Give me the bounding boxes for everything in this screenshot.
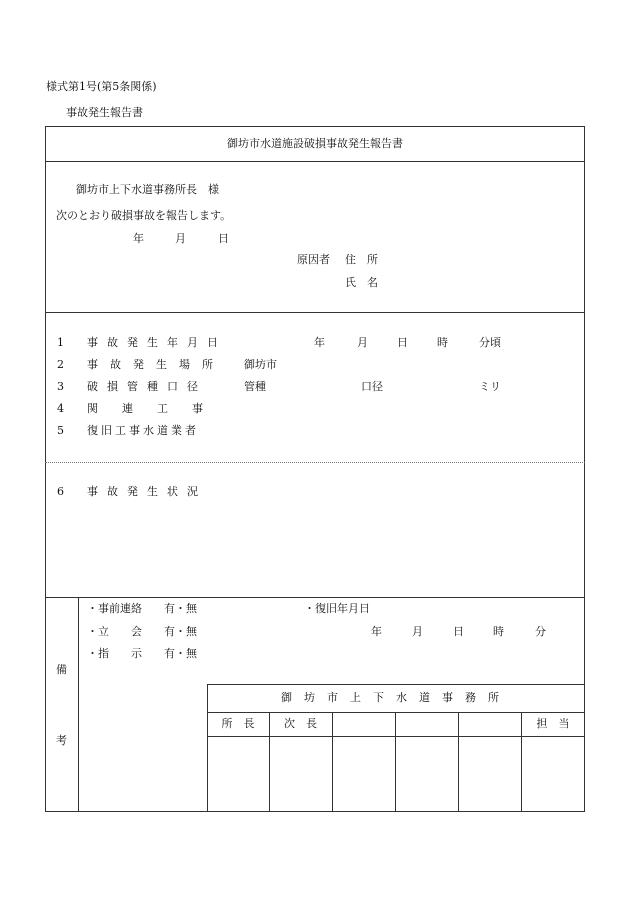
approval-col-deputy: 次 長 [284,717,317,730]
addressee: 御坊市上下水道事務所長 様 [76,183,219,196]
reporter-role: 原因者 [297,253,330,266]
item-number: 5 [57,424,64,437]
office-title: 御坊市上下水道事務所 [281,691,511,704]
restore-day: 日 [453,625,464,638]
item1-hour: 時 [437,336,448,349]
item-label: 事故発生場所 [87,358,225,371]
instruction: ・指 示 有・無 [87,647,197,660]
form-number: 様式第1号(第5条関係) [46,80,157,93]
item3-unit: ミリ [479,380,501,393]
situation-label: 事故発生状況 [87,485,207,498]
remarks-side-label: 備 [56,663,67,676]
restore-hour: 時 [493,625,504,638]
item-number: 1 [57,336,64,349]
item-label: 復旧工事水道業者 [87,424,199,437]
reporter-name-label: 氏 名 [345,276,378,289]
situation-number: 6 [57,485,64,498]
item-label: 関連工事 [87,402,227,415]
report-date-month: 月 [175,232,186,245]
item2-location-value: 御坊市 [244,358,277,371]
report-date-day: 日 [218,232,229,245]
prior-contact: ・事前連絡 有・無 [87,602,197,615]
intro-text: 次のとおり破損事故を報告します。 [56,209,232,222]
report-header-title: 御坊市水道施設破損事故発生報告書 [227,137,403,150]
item-number: 4 [57,402,64,415]
item3-diameter-label: 口径 [361,380,383,393]
restore-date-label: ・復旧年月日 [304,602,370,615]
approval-col-staff: 担 当 [536,717,570,730]
document-title: 事故発生報告書 [66,106,143,119]
item1-year: 年 [314,336,325,349]
item3-pipe-type-label: 管種 [244,380,266,393]
item-label: 事故発生年月日 [87,336,227,349]
reporter-address-label: 住 所 [345,253,378,266]
item-number: 3 [57,380,64,393]
item-number: 2 [57,358,64,371]
item1-day: 日 [397,336,408,349]
form-frame [45,126,585,812]
remarks-side-label: 考 [56,734,67,747]
restore-year: 年 [371,625,382,638]
restore-month: 月 [412,625,423,638]
item1-minute: 分頃 [479,336,501,349]
restore-minute: 分 [535,625,546,638]
item1-month: 月 [357,336,368,349]
item-label: 破損管種口径 [87,380,207,393]
witness: ・立 会 有・無 [87,625,197,638]
approval-col-director: 所 長 [221,717,255,730]
report-date-year: 年 [133,232,144,245]
